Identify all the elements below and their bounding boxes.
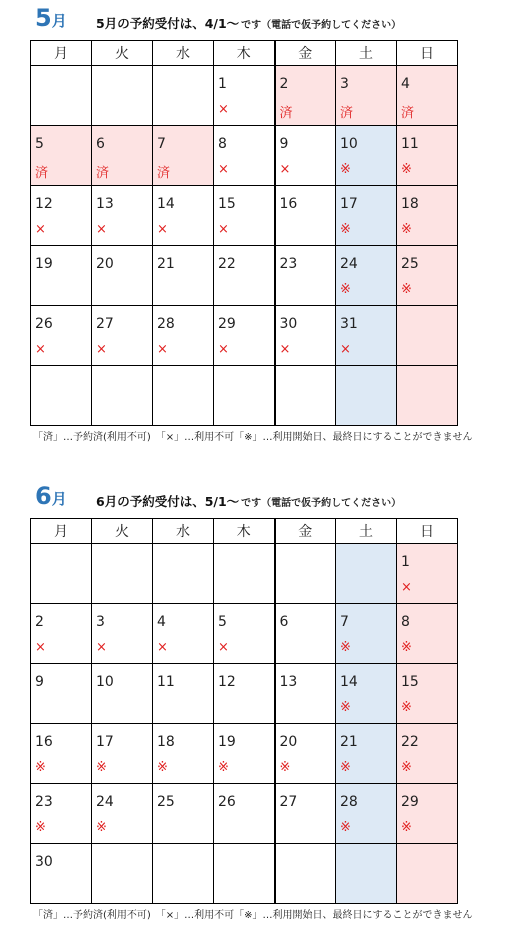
day-number: 24 — [96, 794, 114, 810]
availability-mark: ※ — [340, 162, 351, 177]
day-number: 16 — [279, 196, 298, 212]
day-number: 27 — [279, 794, 298, 810]
day-cell[interactable] — [397, 186, 458, 246]
day-cell[interactable] — [214, 186, 275, 246]
calendar-may — [0, 6, 530, 446]
availability-mark: 済 — [401, 106, 415, 121]
availability-mark: ※ — [96, 760, 107, 775]
day-cell[interactable] — [336, 66, 397, 126]
week-row — [31, 784, 458, 844]
day-number: 1 — [218, 76, 227, 92]
day-cell[interactable] — [214, 724, 275, 784]
availability-mark: × — [35, 222, 46, 237]
day-number: 27 — [96, 316, 114, 332]
day-cell[interactable] — [92, 724, 153, 784]
day-cell[interactable] — [153, 246, 214, 306]
availability-mark: × — [157, 222, 168, 237]
weekday-header: 木 — [214, 519, 275, 544]
weekday-header: 金 — [275, 41, 336, 66]
day-cell[interactable] — [92, 604, 153, 664]
day-cell — [214, 366, 275, 426]
day-cell[interactable] — [397, 66, 458, 126]
day-cell[interactable] — [336, 604, 397, 664]
day-number: 17 — [340, 196, 358, 212]
day-cell — [31, 366, 92, 426]
day-cell[interactable] — [214, 126, 275, 186]
day-cell[interactable] — [153, 306, 214, 366]
availability-mark: × — [279, 162, 291, 177]
day-number: 21 — [157, 256, 175, 272]
availability-mark: 済 — [35, 166, 49, 181]
day-cell[interactable] — [31, 844, 92, 904]
day-cell[interactable] — [214, 306, 275, 366]
weekday-header: 火 — [92, 519, 153, 544]
day-cell[interactable] — [31, 784, 92, 844]
day-number: 13 — [279, 674, 298, 690]
day-number: 19 — [218, 734, 236, 750]
day-number: 22 — [218, 256, 236, 272]
day-number: 4 — [401, 76, 410, 92]
availability-mark: 済 — [157, 166, 171, 181]
availability-mark: ※ — [157, 760, 168, 775]
week-row — [31, 126, 458, 186]
availability-mark: × — [401, 580, 412, 595]
day-number: 26 — [218, 794, 236, 810]
day-cell — [275, 844, 336, 904]
weekday-header: 土 — [336, 519, 397, 544]
day-cell[interactable] — [214, 664, 275, 724]
day-cell — [214, 544, 275, 604]
availability-mark: × — [218, 640, 229, 655]
day-cell — [31, 66, 92, 126]
day-cell[interactable] — [336, 126, 397, 186]
day-cell[interactable] — [92, 664, 153, 724]
day-cell[interactable] — [31, 126, 92, 186]
day-cell[interactable] — [153, 126, 214, 186]
week-row — [31, 366, 458, 426]
day-cell[interactable] — [275, 724, 336, 784]
day-cell — [92, 544, 153, 604]
day-cell — [275, 544, 336, 604]
day-cell — [153, 366, 214, 426]
availability-mark: ※ — [340, 282, 351, 297]
month-title: 5月 — [35, 4, 67, 32]
day-cell — [92, 66, 153, 126]
week-row — [31, 246, 458, 306]
day-cell — [397, 306, 458, 366]
availability-mark: ※ — [401, 162, 412, 177]
availability-mark: ※ — [340, 760, 351, 775]
day-cell[interactable] — [214, 784, 275, 844]
day-number: 8 — [218, 136, 227, 152]
day-number: 5 — [35, 136, 44, 152]
day-cell — [336, 366, 397, 426]
weekday-header: 金 — [275, 519, 336, 544]
availability-mark: ※ — [340, 222, 351, 237]
week-row — [31, 664, 458, 724]
day-cell — [153, 544, 214, 604]
day-number: 15 — [401, 674, 419, 690]
day-cell[interactable] — [31, 246, 92, 306]
day-number: 12 — [218, 674, 236, 690]
day-number: 6 — [279, 614, 289, 630]
day-cell[interactable] — [92, 784, 153, 844]
availability-mark: ※ — [96, 820, 107, 835]
day-cell[interactable] — [275, 784, 336, 844]
day-cell[interactable] — [31, 604, 92, 664]
day-cell — [275, 366, 336, 426]
day-cell[interactable] — [397, 544, 458, 604]
day-cell[interactable] — [336, 664, 397, 724]
day-cell[interactable] — [31, 724, 92, 784]
availability-mark: 済 — [96, 166, 110, 181]
day-cell[interactable] — [31, 306, 92, 366]
day-number: 3 — [340, 76, 349, 92]
day-number: 11 — [157, 674, 175, 690]
day-cell[interactable] — [275, 306, 336, 366]
weekday-header: 火 — [92, 41, 153, 66]
day-number: 9 — [35, 674, 44, 690]
day-number: 2 — [35, 614, 44, 630]
availability-mark: × — [157, 640, 168, 655]
day-number: 11 — [401, 136, 419, 152]
week-row — [31, 844, 458, 904]
day-number: 18 — [157, 734, 175, 750]
day-number: 19 — [35, 256, 53, 272]
availability-mark: ※ — [340, 640, 351, 655]
day-number: 23 — [35, 794, 53, 810]
day-cell[interactable] — [92, 246, 153, 306]
day-number: 4 — [157, 614, 166, 630]
weekday-header: 月 — [31, 41, 92, 66]
availability-mark: ※ — [401, 820, 412, 835]
day-number: 18 — [401, 196, 419, 212]
day-cell[interactable] — [275, 246, 336, 306]
day-number: 8 — [401, 614, 410, 630]
day-cell[interactable] — [214, 66, 275, 126]
day-cell[interactable] — [153, 784, 214, 844]
day-number: 5 — [218, 614, 227, 630]
day-number: 30 — [279, 316, 298, 332]
day-cell — [397, 366, 458, 426]
availability-mark: × — [279, 342, 291, 357]
weekday-header-row — [31, 519, 458, 544]
day-number: 31 — [340, 316, 358, 332]
weekday-header: 水 — [153, 519, 214, 544]
weekday-header: 日 — [397, 519, 458, 544]
day-cell[interactable] — [397, 604, 458, 664]
availability-mark: × — [218, 102, 229, 117]
day-number: 21 — [340, 734, 358, 750]
day-cell[interactable] — [336, 186, 397, 246]
day-cell[interactable] — [153, 724, 214, 784]
day-number: 28 — [340, 794, 358, 810]
day-cell[interactable] — [275, 664, 336, 724]
day-cell[interactable] — [397, 126, 458, 186]
day-number: 16 — [35, 734, 53, 750]
day-cell[interactable] — [397, 246, 458, 306]
day-number: 10 — [340, 136, 358, 152]
availability-mark: ※ — [340, 820, 351, 835]
availability-mark: × — [340, 342, 351, 357]
day-cell[interactable] — [153, 664, 214, 724]
day-cell[interactable] — [336, 246, 397, 306]
day-cell[interactable] — [397, 724, 458, 784]
availability-mark: × — [96, 640, 107, 655]
availability-mark: × — [35, 640, 46, 655]
calendar-grid — [30, 518, 458, 904]
calendar-grid — [30, 40, 458, 426]
reservation-notice: 6月の予約受付は、5/1〜 です（電話で仮予約してください） — [96, 494, 402, 509]
availability-mark: 済 — [340, 106, 354, 121]
weekday-header: 木 — [214, 41, 275, 66]
availability-mark: ※ — [401, 222, 412, 237]
day-number: 22 — [401, 734, 419, 750]
availability-mark: ※ — [279, 760, 291, 775]
day-cell[interactable] — [92, 126, 153, 186]
week-row — [31, 604, 458, 664]
weekday-header: 月 — [31, 519, 92, 544]
day-number: 29 — [218, 316, 236, 332]
availability-mark: ※ — [35, 760, 46, 775]
day-number: 1 — [401, 554, 410, 570]
day-number: 24 — [340, 256, 358, 272]
day-number: 26 — [35, 316, 53, 332]
day-cell[interactable] — [214, 604, 275, 664]
day-cell[interactable] — [275, 186, 336, 246]
day-number: 14 — [340, 674, 358, 690]
day-cell — [92, 844, 153, 904]
month-title: 6月 — [35, 482, 67, 510]
availability-mark: × — [96, 342, 107, 357]
legend-footnote: 「済」…予約済(利用不可) 「×」…利用不可「※」…利用開始日、最終日にすることができません — [33, 432, 473, 443]
day-number: 12 — [35, 196, 53, 212]
day-cell[interactable] — [275, 66, 336, 126]
reservation-notice: 5月の予約受付は、4/1〜 です（電話で仮予約してください） — [96, 16, 402, 31]
day-cell[interactable] — [336, 306, 397, 366]
calendar-june — [0, 484, 530, 924]
legend-footnote: 「済」…予約済(利用不可) 「×」…利用不可「※」…利用開始日、最終日にすることができません — [33, 910, 473, 921]
weekday-header: 土 — [336, 41, 397, 66]
availability-mark: ※ — [401, 282, 412, 297]
day-number: 20 — [279, 734, 298, 750]
availability-mark: ※ — [401, 640, 412, 655]
week-row — [31, 186, 458, 246]
day-cell[interactable] — [153, 604, 214, 664]
day-number: 9 — [279, 136, 289, 152]
day-number: 30 — [35, 854, 53, 870]
weekday-header: 日 — [397, 41, 458, 66]
day-number: 7 — [157, 136, 166, 152]
day-cell[interactable] — [31, 664, 92, 724]
day-number: 15 — [218, 196, 236, 212]
day-cell[interactable] — [336, 724, 397, 784]
day-cell — [336, 844, 397, 904]
day-cell — [31, 544, 92, 604]
day-number: 17 — [96, 734, 114, 750]
week-row — [31, 544, 458, 604]
day-number: 20 — [96, 256, 114, 272]
day-cell[interactable] — [275, 604, 336, 664]
day-cell — [153, 66, 214, 126]
availability-mark: × — [218, 342, 229, 357]
day-cell — [336, 544, 397, 604]
week-row — [31, 724, 458, 784]
day-cell — [214, 844, 275, 904]
availability-mark: ※ — [340, 700, 351, 715]
day-cell[interactable] — [275, 126, 336, 186]
availability-mark: × — [157, 342, 168, 357]
availability-mark: ※ — [401, 700, 412, 715]
weekday-header-row — [31, 41, 458, 66]
day-cell[interactable] — [153, 186, 214, 246]
day-number: 14 — [157, 196, 175, 212]
availability-mark: ※ — [401, 760, 412, 775]
availability-mark: ※ — [218, 760, 229, 775]
availability-mark: × — [218, 162, 229, 177]
day-number: 2 — [279, 76, 289, 92]
day-number: 3 — [96, 614, 105, 630]
availability-mark: × — [35, 342, 46, 357]
day-cell[interactable] — [31, 186, 92, 246]
day-number: 7 — [340, 614, 349, 630]
weekday-header: 水 — [153, 41, 214, 66]
day-cell[interactable] — [397, 784, 458, 844]
day-cell[interactable] — [214, 246, 275, 306]
day-cell — [397, 844, 458, 904]
day-number: 25 — [157, 794, 175, 810]
day-number: 10 — [96, 674, 114, 690]
day-number: 25 — [401, 256, 419, 272]
day-cell[interactable] — [92, 306, 153, 366]
day-cell — [153, 844, 214, 904]
availability-mark: × — [218, 222, 229, 237]
day-number: 6 — [96, 136, 105, 152]
availability-mark: × — [96, 222, 107, 237]
day-cell[interactable] — [336, 784, 397, 844]
day-number: 13 — [96, 196, 114, 212]
day-cell — [92, 366, 153, 426]
week-row — [31, 306, 458, 366]
availability-mark: ※ — [35, 820, 46, 835]
day-cell[interactable] — [92, 186, 153, 246]
day-cell[interactable] — [397, 664, 458, 724]
day-number: 28 — [157, 316, 175, 332]
week-row — [31, 66, 458, 126]
availability-mark: 済 — [279, 106, 293, 121]
day-number: 29 — [401, 794, 419, 810]
day-number: 23 — [279, 256, 298, 272]
